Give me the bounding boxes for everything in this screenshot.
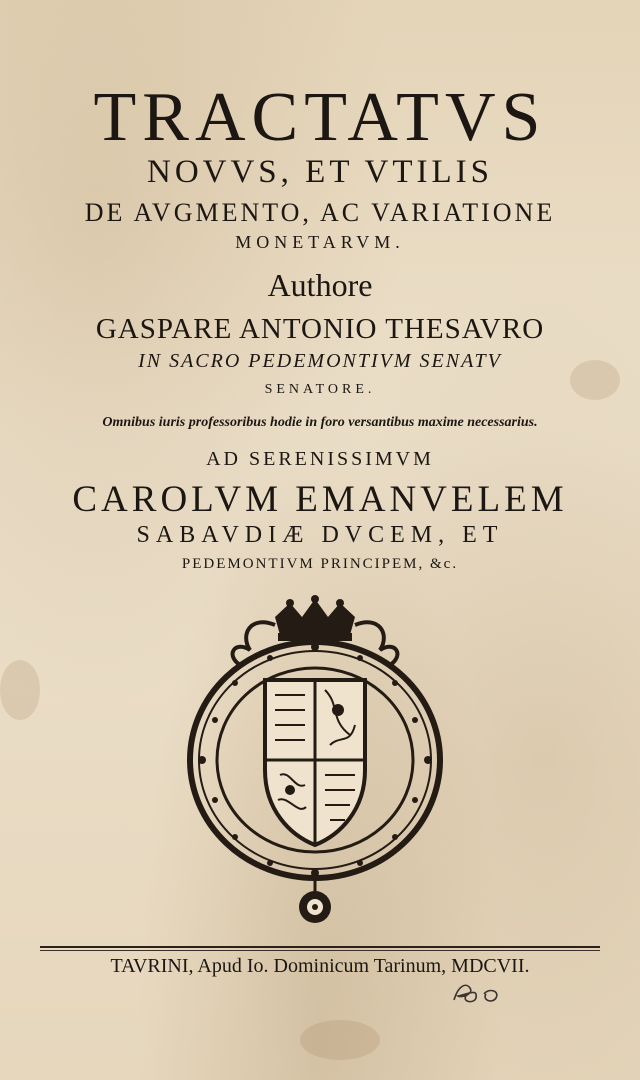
dedication-line: AD SERENISSIMVM <box>206 448 434 470</box>
title-line-tractatus: TRACTATVS <box>93 79 547 156</box>
motto-line: Omnibus iuris professoribus hodie in foro versantibus maxime necessarius. <box>102 415 538 430</box>
paper-stain <box>0 660 40 720</box>
title-line-novus: NOVVS, ET VTILIS <box>146 154 494 190</box>
author-rank: SENATORE. <box>264 382 376 397</box>
coat-of-arms-icon <box>180 595 450 925</box>
handwritten-note <box>448 978 508 1006</box>
title-line-monetarum: MONETARVM. <box>235 232 405 252</box>
paper-stain <box>300 1020 380 1060</box>
dedicatee-title: SABAVDIÆ DVCEM, ET <box>136 522 504 548</box>
author-name: GASPARE ANTONIO THESAVRO <box>95 313 545 345</box>
author-label: Authore <box>267 267 373 303</box>
dedicatee-name: CAROLVM EMANVELEM <box>72 479 568 520</box>
dedicatee-title-cont: PEDEMONTIVM PRINCIPEM, &c. <box>181 556 459 572</box>
divider-rule-thin <box>40 950 600 951</box>
author-office: IN SACRO PEDEMONTIVM SENATV <box>138 350 502 372</box>
imprint-line: TAVRINI, Apud Io. Dominicum Tarinum, MDCVII. <box>110 955 530 977</box>
divider-rule <box>40 946 600 948</box>
title-line-de-augmento: DE AVGMENTO, AC VARIATIONE <box>84 198 556 227</box>
